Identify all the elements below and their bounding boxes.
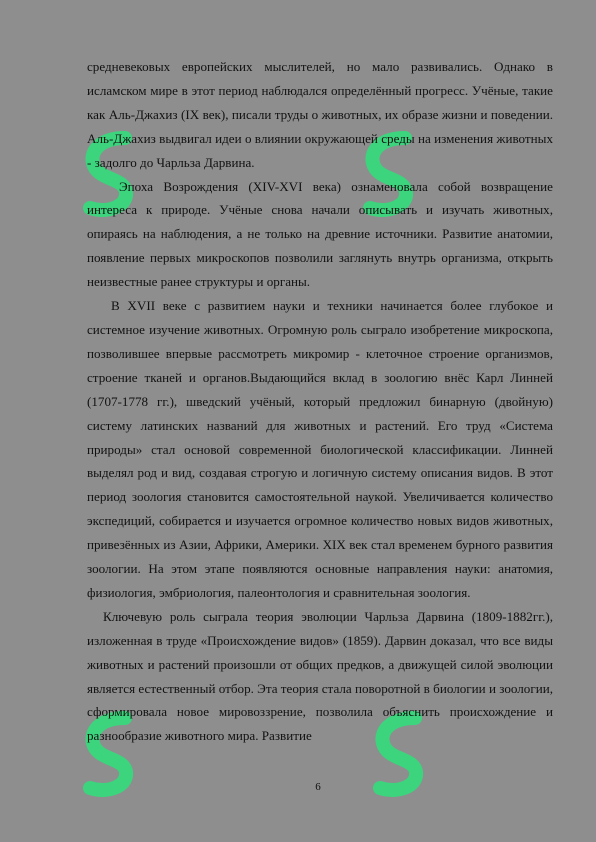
paragraph: В XVII веке с развитием науки и техники начинается более глубокое и системное изучение животных. Огромную роль сыграло изобретение микроскопа, позволившее впервые рассмотреть микромир - клеточное строение организмов, строение тканей и органов.Выдающийся вклад в зоологию внёс Карл Линней (1707-1778 гг.), шведский учёный, который предложил бинарную (двойную) систему латинских названий для животных и растений. Его труд «Система природы» стал основой современной биологической классификации. Линней выделял род и вид, создавая строгую и логичную систему описания видов. В этот период зоология становится самостоятельной наукой. Увеличивается количество экспедиций, собирается и изучается огромное количество новых видов животных, привезённых из Азии, Африки, Америки. XIX век стал временем бурного развития зоологии. На этом этапе появляются основные направления науки: анатомия, физиология, эмбриология, палеонтология и сравнительная зоология. [87,298,553,600]
paragraph: Эпоха Возрождения (XIV-XVI века) ознаменовала собой возвращение интереса к природе. Учёные снова начали описывать и изучать животных, опираясь на наблюдения, а не только на древние источники. Развитие анатомии, появление первых микроскопов позволили заглянуть внутрь организма, открыть неизвестные ранее структуры и органы. [87,178,553,290]
paragraph: средневековых европейских мыслителей, но мало развивались. Однако в исламском мире в этот период наблюдался определённый прогресс. Учёные, такие как Аль-Джахиз (IX век), писали труды о животных, их образе жизни и поведении. Аль-Джахиз выдвигал идеи о влиянии окружающей среды на изменения животных - задолго до Чарльза Дарвина. [87,59,553,170]
paragraph: Ключевую роль сыграла теория эволюции Чарльза Дарвина (1809-1882гг.), изложенная в труде «Происхождение видов» (1859). Дарвин доказал, что все виды животных и растений произошли от общих предков, а движущей силой эволюции является естественный отбор. Эта теория стала поворотной в биологии и зоологии, сформировала новое мировоззрение, позволила объяснить происхождение и разнообразие животного мира. Развитие [87,608,553,744]
body-text [87,55,553,748]
page-number: 6 [315,781,321,793]
